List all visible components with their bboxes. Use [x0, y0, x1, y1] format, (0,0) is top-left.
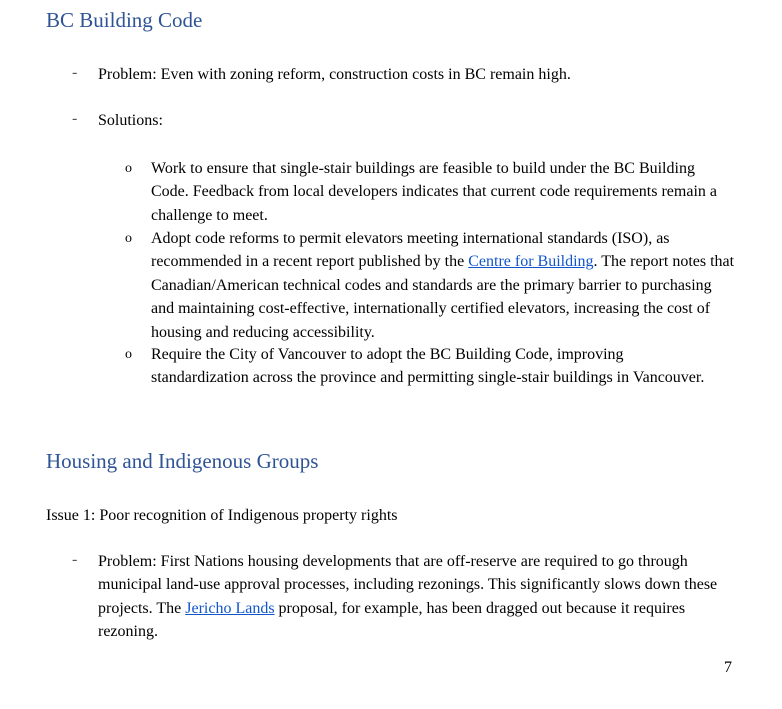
problem-text: Problem: First Nations housing developments that are off-reserve are required to go through municipal land-use approval processes, including rezonings. This significantly slows down these projects. The [98, 553, 718, 617]
section-heading-housing-indigenous: Housing and Indigenous Groups [46, 449, 319, 473]
solution-item: Work to ensure that single-stair buildings are feasible to build under the BC Building Code. Feedback from local developers indicates that current code requirements remain a challenge to meet. [151, 160, 717, 224]
problem-text: proposal, for example, has been dragged out because it requires rezoning. [98, 599, 686, 641]
solution-text: Adopt code reforms to permit elevators meeting international standards (ISO), as recommended in a recent report published by the [151, 230, 670, 271]
solution-item: Require the City of Vancouver to adopt the BC Building Code, improving standardization across the province and permitting single-stair buildings in Vancouver. [151, 346, 705, 387]
centre-for-building-link[interactable]: Centre for Building [468, 253, 594, 271]
solution-item [151, 227, 736, 344]
solution-text: . The report notes that Canadian/American technical codes and standards are the primary barrier to purchasing and maintaining cost-effective, internationally certified elevators, increasing the cost of housing and reducing accessibility. [151, 253, 735, 341]
page-number: 7 [724, 659, 732, 676]
circle-bullet-icon: o [125, 161, 132, 176]
dash-bullet: - [72, 551, 78, 568]
problem-statement: Problem: Even with zoning reform, construction costs in BC remain high. [98, 66, 571, 83]
circle-bullet-icon: o [125, 231, 132, 246]
issue-title: Issue 1: Poor recognition of Indigenous property rights [46, 507, 398, 524]
dash-bullet: - [72, 110, 78, 127]
dash-bullet: - [72, 64, 78, 81]
solutions-label: Solutions: [98, 112, 163, 129]
jericho-lands-link[interactable]: Jericho Lands [185, 599, 275, 617]
problem-statement [98, 550, 723, 644]
section-heading-bc-building-code: BC Building Code [46, 8, 203, 32]
circle-bullet-icon: o [125, 347, 132, 362]
